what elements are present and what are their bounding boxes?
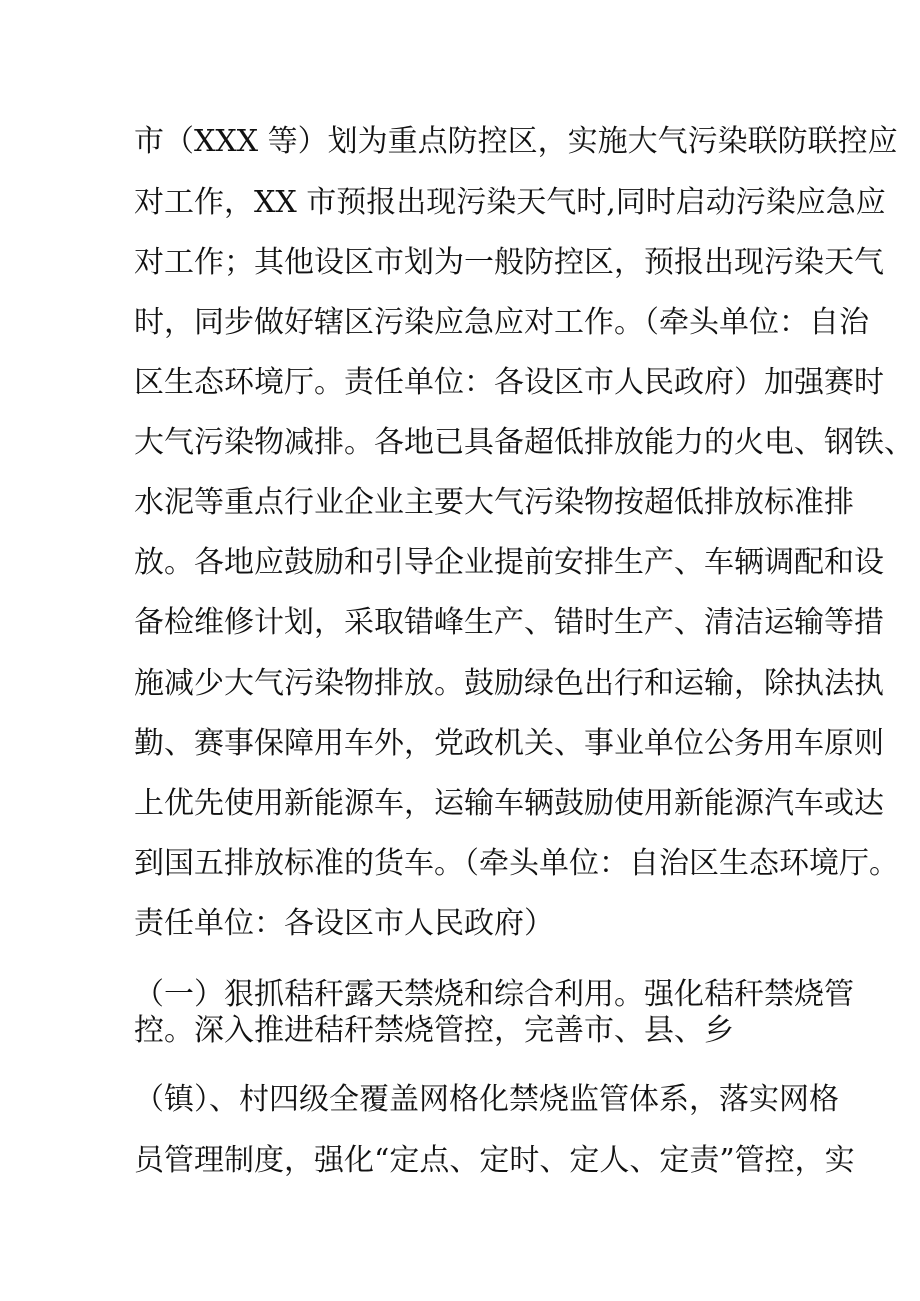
text-line: 水泥等重点行业企业主要大气污染物按超低排放标准排 <box>134 485 854 520</box>
text-line: 勤、赛事保障用车外，党政机关、事业单位公务用车原则 <box>134 726 884 761</box>
text-line: 大气污染物减排。各地已具备超低排放能力的火电、钢铁、 <box>134 425 914 460</box>
text-line: 区生态环境厅。责任单位：各设区市人民政府）加强赛时 <box>134 365 884 400</box>
text-line: （镇）、村四级全覆盖网格化禁烧监管体系，落实网格 <box>134 1082 839 1117</box>
text-line: 市（XXX 等）划为重点防控区，实施大气污染联防联控应 <box>134 124 898 159</box>
text-line: 放。各地应鼓励和引导企业提前安排生产、车辆调配和设 <box>134 545 884 580</box>
text-line: 对工作；其他设区市划为一般防控区，预报出现污染天气 <box>134 245 884 280</box>
text-line: 备检维修计划，采取错峰生产、错时生产、清洁运输等措 <box>134 605 884 640</box>
text-line: 上优先使用新能源车，运输车辆鼓励使用新能源汽车或达 <box>134 786 884 821</box>
text-line: 控。深入推进秸秆禁烧管控，完善市、县、乡 <box>134 1013 734 1048</box>
text-line: 到国五排放标准的货车。（牵头单位：自治区生态环境厅。 <box>134 846 899 881</box>
text-line: 对工作，XX 市预报出现污染天气时,同时启动污染应急应 <box>134 185 886 220</box>
text-line: （一）狠抓秸秆露天禁烧和综合利用。强化秸秆禁烧管 <box>134 977 854 1012</box>
text-line: 员管理制度，强化“定点、定时、定人、定责”管控，实 <box>134 1143 855 1178</box>
text-line: 时，同步做好辖区污染应急应对工作。（牵头单位：自治 <box>134 305 869 340</box>
text-line: 施减少大气污染物排放。鼓励绿色出行和运输，除执法执 <box>134 666 884 701</box>
text-line: 责任单位：各设区市人民政府） <box>134 906 554 941</box>
